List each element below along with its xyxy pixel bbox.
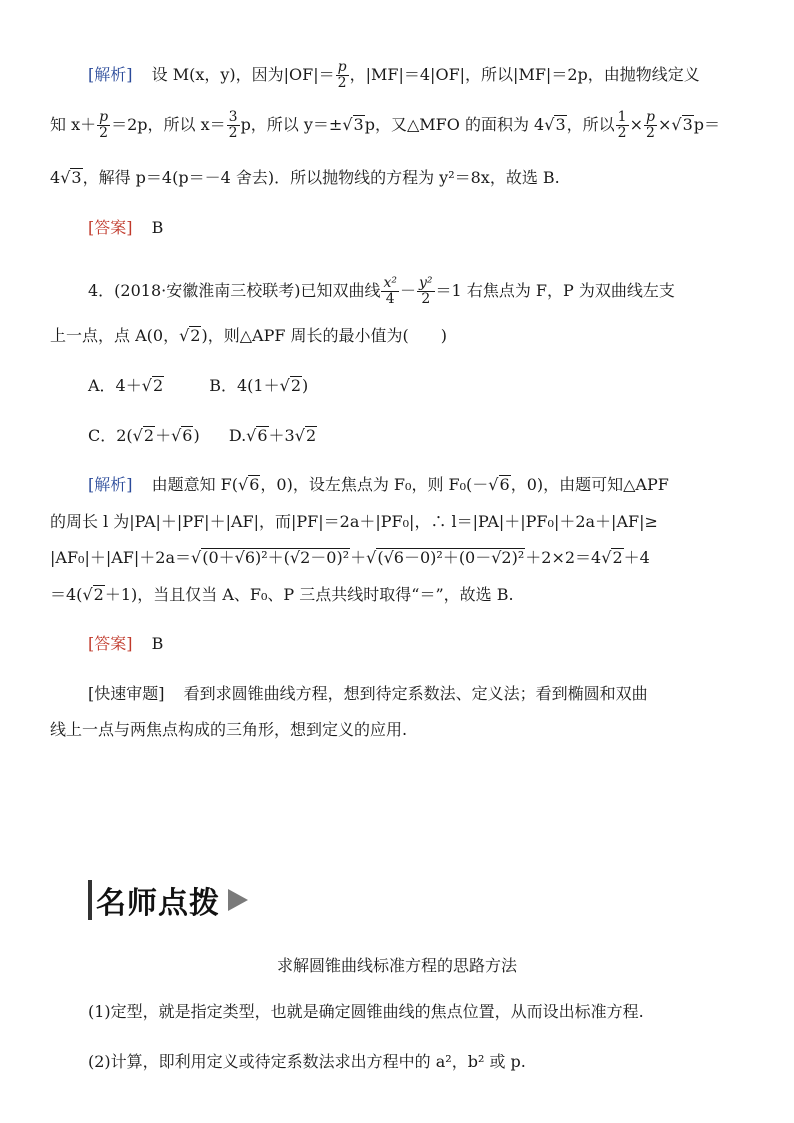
sqrt: 3 [555,115,566,134]
analysis1-line1 [50,60,700,91]
fraction: $\frac{p}{2}$ [645,109,655,141]
text: 知 x＋ [50,115,97,134]
sqrt: 3 [682,115,693,134]
sqrt: (0＋√6)²＋(√2－0)² [202,548,350,567]
sqrt: 6 [499,475,510,494]
options-row-1 [50,375,308,397]
analysis2-line1: [解析] 由题意知 F(√6，0)，设左焦点为 F₀，则 F₀(－√6，0)，由题可知△APF [88,475,669,494]
text: p，又△MFO 的面积为 4 [364,115,545,134]
text: 4 [50,168,61,187]
option-d[interactable]: D.√6＋3√2 [228,426,317,445]
text: ，所以 [566,115,615,134]
text: ，0)，由题可知△APF [510,475,669,494]
answer-value: B [151,218,164,237]
analysis2-line2 [50,511,658,533]
question-text: 上一点，点 A(0， [50,326,180,345]
answer1 [50,217,163,239]
text: 线上一点与两焦点构成的三角形，想到定义的应用. [50,720,408,739]
analysis2-line3: |AF₀|＋|AF|＋2a＝√(0＋√6)²＋(√2－0)²＋√(√6－0)²＋(0－√2)²＋2×2＝4√2＋4 [50,548,650,567]
question-text: 4．(2018·安徽淮南三校联考)已知双曲线 [88,281,381,300]
quick-review-tag: [快速审题] [88,684,165,703]
sqrt: 6 [249,475,260,494]
sqrt: 2 [612,548,623,567]
text: ＝4( [50,585,83,604]
text: ，解得 p＝4(p＝－4 舍去)．所以抛物线的方程为 y²＝8x，故选 B. [82,168,560,187]
text: ，0)，设左焦点为 F₀，则 F₀(－ [260,475,489,494]
analysis2-line4: ＝4(√2＋1)，当且仅当 A、F₀、P 三点共线时取得“＝”，故选 B. [50,585,514,604]
text: 设 [151,65,168,84]
answer-tag: [答案] [88,634,133,653]
option-a[interactable]: A．4＋√2 [88,376,164,395]
text: ＋4 [623,548,650,567]
section-paragraph-1: (1)定型，就是指定类型，也就是确定圆锥曲线的焦点位置，从而设出标准方程. [88,1002,644,1021]
text: ＋2×2＝4 [525,548,602,567]
sqrt: 3 [71,168,82,187]
analysis-tag: [解析] [88,475,133,494]
text: 看到求圆锥曲线方程，想到待定系数法、定义法；看到椭圆和双曲 [183,684,648,703]
question4-line1 [50,276,675,307]
text: 的周长 l 为|PA|＋|PF|＋|AF|，而|PF|＝2a＋|PF₀|，∴ l＝|PA|＋|PF₀|＋2a＋|AF|≥ [50,512,658,531]
heading-bar [88,880,92,920]
text: ＝2p，所以 x＝ [111,115,226,134]
fraction: $\frac{p}{2}$ [337,59,347,91]
text: p，所以 y＝± [240,115,343,134]
text: M(x，y)，因为|OF|＝ [172,65,335,84]
sqrt: 2 [93,585,104,604]
answer-value: B [151,634,164,653]
sqrt: (√6－0)²＋(0－√2)² [377,548,525,567]
section-heading [88,880,248,920]
text: 由题意知 F( [151,475,239,494]
text: × [657,115,672,134]
question-text: ＝1 右焦点为 F，P 为双曲线左支 [435,281,675,300]
section-subtitle: 求解圆锥曲线标准方程的思路方法 [276,956,517,975]
analysis-tag: [解析] [88,65,133,84]
text: |AF₀|＋|AF|＋2a＝ [50,548,192,567]
sqrt: 2 [190,326,201,345]
text: ＋1)，当且仅当 A、F₀、P 三点共线时取得“＝”，故选 B. [104,585,514,604]
text: － [400,281,417,300]
fraction: $\frac{\text{x²}}{4}$ [383,275,397,307]
fraction: $\frac{1}{2}$ [617,109,627,141]
options-row-2 [50,425,317,447]
question4-line2: 上一点，点 A(0，√2)，则△APF 周长的最小值为( ) [50,326,448,345]
answer2 [50,633,163,655]
text: p＝ [693,115,720,134]
analysis1-line2: 知 x＋ $\frac{p}{2}$ ＝2p，所以 x＝ $\frac{3}{2}$ p，所以 y＝±√3p，又△MFO 的面积为 4√3，所以 $\frac{1}{2}$ × $\frac{p}{2}$ ×√3p＝ [50,109,720,141]
text: ＋ [350,548,367,567]
text: ，|MF|＝4|OF|，所以|MF|＝2p，由抛物线定义 [349,65,700,84]
section-paragraph-2: (2)计算，即利用定义或待定系数法求出方程中的 a²，b² 或 p. [88,1052,526,1071]
fraction: $\frac{3}{2}$ [228,109,238,141]
text: × [629,115,643,134]
option-c[interactable]: C．2(√2＋√6) [88,426,200,445]
quick-review-line2 [50,719,407,741]
option-b[interactable]: B．4(1＋√2) [209,376,309,395]
fraction: $\frac{\text{y²}}{2}$ [419,275,433,307]
question-text: )，则△APF 周长的最小值为( ) [201,326,448,345]
quick-review-line1 [50,683,648,705]
fraction: $\frac{p}{2}$ [99,109,109,141]
triangle-right-icon [228,889,248,911]
answer-tag: [答案] [88,218,133,237]
section-title: 名师点拨 [96,886,220,921]
sqrt: 3 [353,115,364,134]
analysis1-line3: 4√3，解得 p＝4(p＝－4 舍去)．所以抛物线的方程为 y²＝8x，故选 B. [50,168,560,187]
